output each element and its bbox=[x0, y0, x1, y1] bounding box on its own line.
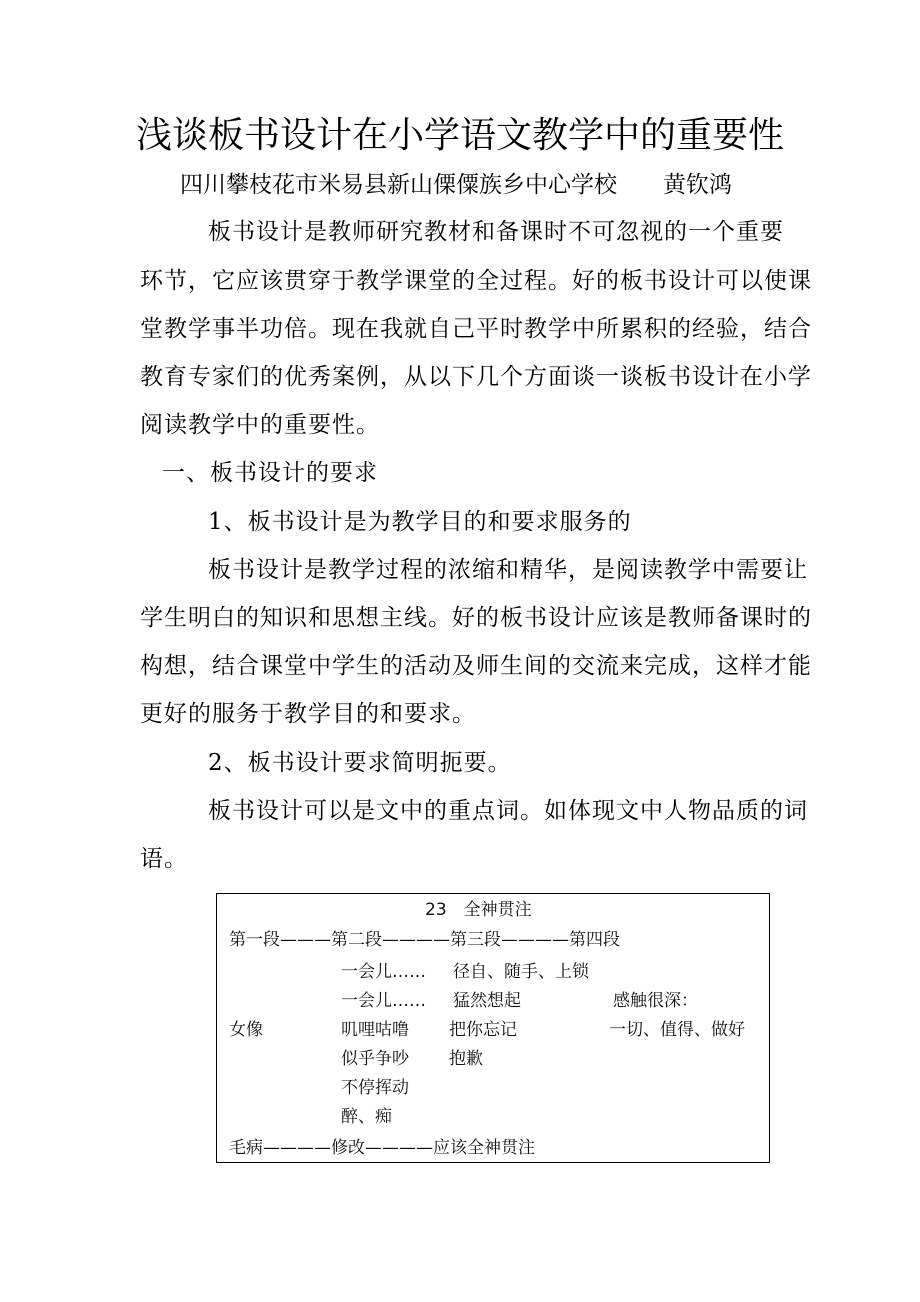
section-heading: 一、板书设计的要求 bbox=[162, 460, 378, 486]
board-col4-item: 感触很深： bbox=[613, 991, 698, 1011]
paragraph-line: 教育专家们的优秀案例，从以下几个方面谈一谈板书设计在小学 bbox=[140, 364, 812, 390]
subsection-heading: 2、板书设计要求简明扼要。 bbox=[208, 750, 512, 776]
board-footer-row: 毛病————修改————应该全神贯注 bbox=[229, 1138, 535, 1158]
board-col2-item: 似乎争吵 bbox=[341, 1049, 409, 1069]
board-col2-item: 一会儿…… bbox=[341, 991, 426, 1011]
paragraph-line: 堂教学事半功倍。现在我就自己平时教学中所累积的经验，结合 bbox=[140, 316, 812, 342]
paragraph-line: 环节，它应该贯穿于教学课堂的全过程。好的板书设计可以使课 bbox=[140, 268, 812, 294]
author-school: 四川攀枝花市米易县新山傈僳族乡中心学校 bbox=[180, 172, 617, 198]
board-col4-item: 一切、值得、做好 bbox=[609, 1020, 745, 1040]
board-col3-item: 猛然想起 bbox=[453, 991, 521, 1011]
paragraph-line: 板书设计是教师研究教材和备课时不可忽视的一个重要 bbox=[208, 219, 784, 245]
board-col2-item: 叽哩咕噜 bbox=[341, 1020, 409, 1040]
author-line bbox=[180, 168, 732, 202]
board-col2-item: 醉、痴 bbox=[341, 1107, 392, 1127]
paragraph-line: 构想，结合课堂中学生的活动及师生间的交流来完成，这样才能 bbox=[140, 653, 812, 679]
paragraph-line: 学生明白的知识和思想主线。好的板书设计应该是教师备课时的 bbox=[140, 605, 812, 631]
board-title: 23 全神贯注 bbox=[425, 900, 532, 920]
board-col1-label: 女像 bbox=[229, 1020, 263, 1040]
author-name: 黄钦鸿 bbox=[663, 172, 732, 198]
board-segments-row: 第一段———第二段————第三段————第四段 bbox=[229, 930, 620, 950]
paragraph-line: 语。 bbox=[140, 846, 188, 872]
board-col2-item: 不停挥动 bbox=[341, 1078, 409, 1098]
board-col3-item: 抱歉 bbox=[449, 1049, 483, 1069]
paragraph-line: 阅读教学中的重要性。 bbox=[140, 412, 380, 438]
paragraph-line: 板书设计是教学过程的浓缩和精华，是阅读教学中需要让 bbox=[208, 557, 808, 583]
board-col3-item: 径自、随手、上锁 bbox=[453, 962, 589, 982]
paragraph-line: 板书设计可以是文中的重点词。如体现文中人物品质的词 bbox=[208, 798, 808, 824]
subsection-heading: 1、板书设计是为教学目的和要求服务的 bbox=[208, 509, 632, 535]
board-col3-item: 把你忘记 bbox=[449, 1020, 517, 1040]
board-col2-item: 一会儿…… bbox=[341, 962, 426, 982]
paragraph-line: 更好的服务于教学目的和要求。 bbox=[140, 701, 476, 727]
blackboard-design-box bbox=[216, 893, 770, 1163]
document-title: 浅谈板书设计在小学语文教学中的重要性 bbox=[135, 115, 784, 156]
